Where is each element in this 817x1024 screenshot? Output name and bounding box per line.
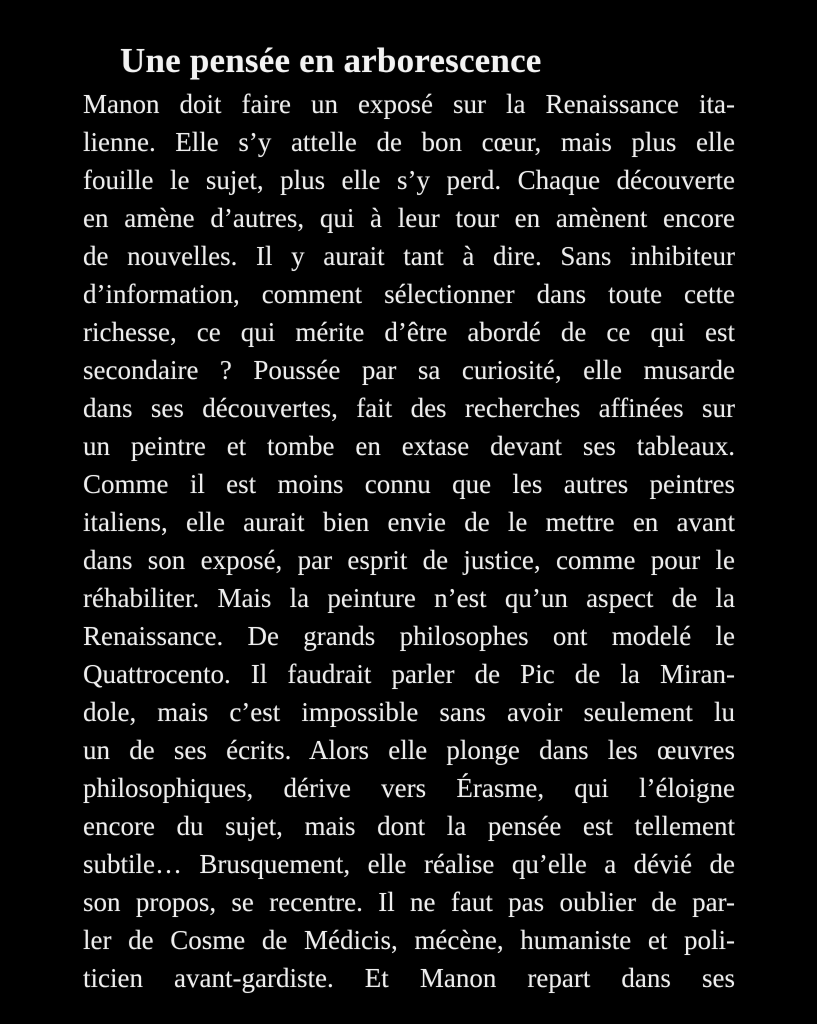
text-line: un de ses écrits. Alors elle plonge dans les œuvres	[83, 735, 735, 765]
text-line: Quattrocento. Il faudrait parler de Pic de la Miran-	[83, 659, 735, 689]
text-line: son propos, se recentre. Il ne faut pas oublier de par-	[83, 887, 735, 917]
text-line: d’information, comment sélectionner dans toute cette	[83, 279, 735, 309]
text-line: réhabiliter. Mais la peinture n’est qu’un aspect de la	[83, 583, 735, 613]
text-line: lienne. Elle s’y attelle de bon cœur, mais plus elle	[83, 127, 735, 157]
text-line: fouille le sujet, plus elle s’y perd. Chaque découverte	[83, 165, 735, 195]
text-line: richesse, ce qui mérite d’être abordé de ce qui est	[83, 317, 735, 347]
text-line: Manon doit faire un exposé sur la Renaissance ita-	[83, 89, 735, 119]
text-line: ticien avant-gardiste. Et Manon repart dans ses	[83, 963, 735, 993]
text-line: dans ses découvertes, fait des recherches affinées sur	[83, 393, 735, 423]
text-line: encore du sujet, mais dont la pensée est tellement	[83, 811, 735, 841]
text-line: subtile… Brusquement, elle réalise qu’elle a dévié de	[83, 849, 735, 879]
text-line: italiens, elle aurait bien envie de le mettre en avant	[83, 507, 735, 537]
page-title: Une pensée en arborescence	[120, 41, 542, 81]
text-line: dole, mais c’est impossible sans avoir seulement lu	[83, 697, 735, 727]
text-line: en amène d’autres, qui à leur tour en amènent encore	[83, 203, 735, 233]
text-line: Comme il est moins connu que les autres peintres	[83, 469, 735, 499]
body-paragraph	[83, 85, 735, 997]
text-line: un peintre et tombe en extase devant ses tableaux.	[83, 431, 735, 461]
text-line: de nouvelles. Il y aurait tant à dire. Sans inhibiteur	[83, 241, 735, 271]
text-line: Renaissance. De grands philosophes ont modelé le	[83, 621, 735, 651]
text-line: dans son exposé, par esprit de justice, comme pour le	[83, 545, 735, 575]
text-line: secondaire ? Poussée par sa curiosité, elle musarde	[83, 355, 735, 385]
text-line: ler de Cosme de Médicis, mécène, humaniste et poli-	[83, 925, 735, 955]
text-line: philosophiques, dérive vers Érasme, qui l’éloigne	[83, 773, 735, 803]
